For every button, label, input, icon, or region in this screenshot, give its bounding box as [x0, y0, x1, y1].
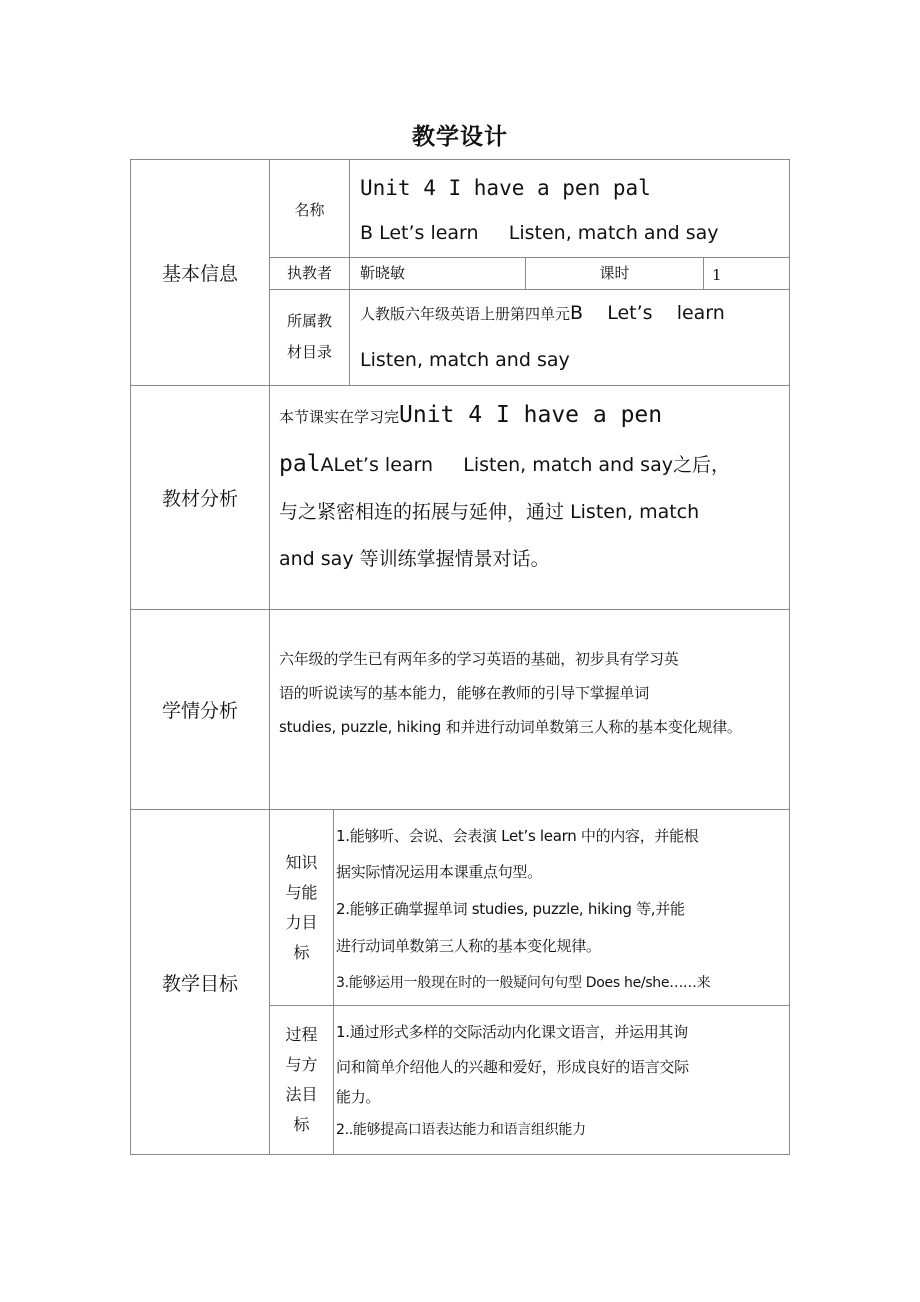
label-line: 标: [293, 943, 310, 962]
lesson-subtitle: B Let’s learn Listen, match and say: [360, 222, 719, 244]
catalog-en: B Let’s learn: [570, 302, 725, 324]
student-line-cn: 和并进行动词单数第三人称的基本变化规律。: [445, 718, 742, 736]
catalog-cn: 人教版六年级英语上册第四单元: [360, 305, 571, 323]
knowledge-goal-label: [270, 848, 333, 968]
goal-line: 3.能够运用一般现在时的一般疑问句句型 Does he/she……来: [336, 975, 711, 991]
material-line: [279, 489, 784, 536]
goal-line: 问和简单介绍他人的兴趣和爱好，形成良好的语言交际: [336, 1058, 689, 1076]
catalog-label-line1: 所属教: [286, 312, 332, 330]
goal-line: 能力。: [336, 1088, 381, 1106]
teacher-label: 执教者: [286, 264, 332, 282]
period-value: 1: [712, 266, 722, 284]
student-line: 六年级的学生已有两年多的学习英语的基础，初步具有学习英: [279, 650, 679, 668]
goal-line: 1.能够听、会说、会表演 Let’s learn 中的内容，并能根: [336, 827, 699, 845]
label-line: 与能: [285, 883, 318, 902]
goal-line: 进行动词单数第三人称的基本变化规律。: [336, 937, 601, 955]
teaching-goals-label: 教学目标: [161, 972, 238, 995]
material-line-cn: 之后，: [672, 454, 730, 476]
name-label: 名称: [294, 201, 325, 219]
catalog-line2: Listen, match and say: [360, 349, 570, 371]
material-line-en: Listen, match: [570, 501, 700, 523]
label-line: 知识: [285, 853, 318, 872]
knowledge-goal-text: [336, 818, 788, 1002]
material-line: [279, 536, 784, 583]
teacher-value: 靳晓敏: [360, 264, 406, 282]
material-line: [279, 441, 784, 489]
student-line: 语的听说读写的基本能力，能够在教师的引导下掌握单词: [279, 684, 650, 702]
goal-line: 据实际情况运用本课重点句型。: [336, 863, 542, 881]
lesson-title: Unit 4 I have a pen pal: [360, 176, 651, 200]
material-analysis-text: [279, 392, 784, 583]
student-analysis-text: [279, 642, 789, 744]
table-border-bottom: [130, 1154, 790, 1155]
goal-line: 1.通过形式多样的交际活动内化课文语言，并运用其询: [336, 1023, 688, 1041]
column-divider: [333, 809, 334, 1155]
material-line-en: Unit 4 I have a pen: [399, 402, 663, 428]
basic-info-label: 基本信息: [161, 263, 238, 285]
material-analysis-label: 教材分析: [161, 488, 238, 510]
goal-line: 2..能够提高口语表达能力和语言组织能力: [336, 1122, 586, 1138]
material-line-en: and say: [279, 548, 354, 570]
column-divider: [349, 159, 350, 385]
process-goal-text: [336, 1014, 788, 1150]
material-line-mono: pal: [279, 451, 321, 477]
material-line-cn: 与之紧密相连的拓展与延伸，通过: [279, 501, 565, 523]
goal-line: 2.能够正确掌握单词 studies, puzzle, hiking 等,并能: [336, 900, 685, 918]
material-line-cn: 等训练掌握情景对话。: [359, 548, 550, 570]
period-label: 课时: [599, 264, 630, 282]
material-line: [279, 392, 784, 441]
row-divider: [269, 1005, 790, 1006]
label-line: 法目: [285, 1085, 318, 1104]
page-title: 教学设计: [412, 124, 508, 150]
material-line-en: ALet’s learn Listen, match and say: [320, 454, 673, 476]
catalog-label-line2: 材目录: [286, 343, 332, 361]
student-line-en: studies, puzzle, hiking: [279, 718, 442, 736]
process-goal-label: [270, 1020, 333, 1140]
catalog-line1: [360, 298, 785, 329]
label-line: 标: [293, 1115, 310, 1134]
label-line: 与方: [285, 1055, 318, 1074]
label-line: 力目: [285, 913, 318, 932]
label-line: 过程: [285, 1025, 318, 1044]
student-analysis-label: 学情分析: [161, 700, 238, 722]
material-line-cn: 本节课实在学习完: [279, 408, 400, 426]
student-line: [279, 710, 789, 744]
column-divider: [703, 257, 704, 289]
